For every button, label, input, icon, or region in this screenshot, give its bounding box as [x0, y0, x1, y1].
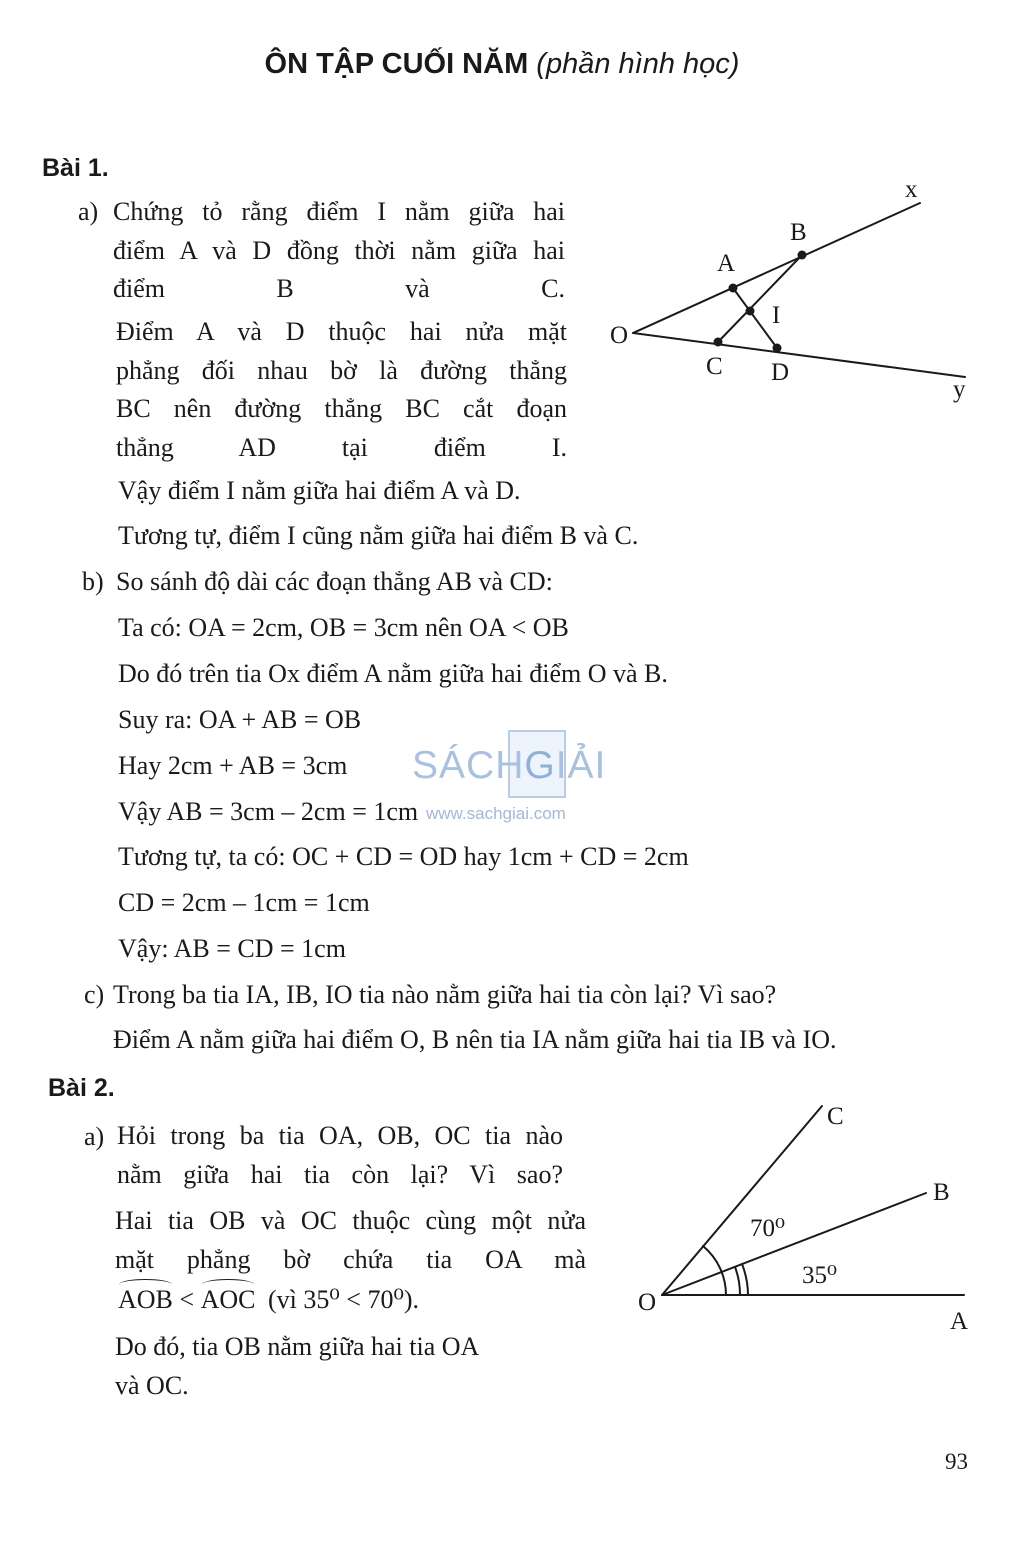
label-o: O [638, 1289, 657, 1316]
angle-aoc: AOC [200, 1285, 256, 1314]
bai1-a-question-line: điểm A và D đồng thời nằm giữa hai [113, 235, 565, 265]
bai2-a-answer-line: mặt phẳng bờ chứa tia OA mà [115, 1244, 586, 1274]
bai1-a-answer-line: thẳng AD tại điểm I. [116, 432, 567, 462]
bai1-a-question-line: Chứng tỏ rằng điểm I nằm giữa hai [113, 197, 565, 226]
bai1-b-line: Vậy: AB = CD = 1cm [118, 934, 346, 963]
point-a [729, 284, 738, 293]
label-x: x [905, 176, 918, 203]
bai2-a-answer-line: Hai tia OB và OC thuộc cùng một nửa [115, 1206, 586, 1235]
bai1-a-conclusion: Vậy điểm I nằm giữa hai điểm A và D. [118, 476, 521, 505]
bai1-a-question-line: điểm B và C. [113, 274, 565, 303]
bai2-a-answer [115, 1202, 586, 1279]
label-c: C [827, 1103, 844, 1130]
bai1-b-line: CD = 2cm – 1cm = 1cm [118, 888, 370, 917]
label-i: I [772, 302, 781, 329]
bai1-figure [600, 170, 1000, 410]
ray-oy [633, 333, 965, 377]
bai1-b-line: Do đó trên tia Ox điểm A nằm giữa hai điểm O và B. [118, 659, 668, 688]
watermark-brand [412, 744, 606, 788]
segment-ad [733, 288, 777, 348]
arc-35-inner [735, 1267, 740, 1295]
ray-ob [662, 1193, 926, 1295]
label-angle-70: 70⁰ [750, 1215, 786, 1242]
page-title [0, 48, 1004, 81]
point-d [773, 344, 782, 353]
label-b: B [790, 219, 807, 246]
bai2-a-question-line: nằm giữa hai tia còn lại? Vì sao? [117, 1159, 563, 1189]
label-a: A [950, 1308, 969, 1335]
bai1-a-answer [116, 313, 567, 467]
bai1-b-label: b) [82, 567, 104, 596]
bai1-c-question: Trong ba tia IA, IB, IO tia nào nằm giữa hai tia còn lại? Vì sao? [113, 980, 777, 1009]
bai1-b-line: Vậy AB = 3cm – 2cm = 1cm [118, 797, 419, 826]
bai1-a-question [113, 193, 565, 309]
title-sub: (phần hình học) [536, 48, 740, 80]
bai1-heading: Bài 1. [42, 154, 109, 182]
watermark-brand-g: G [524, 744, 556, 787]
bai2-reason: (vì 35⁰ < 70⁰). [267, 1285, 420, 1314]
watermark [410, 730, 620, 825]
bai1-c-answer: Điểm A nằm giữa hai điểm O, B nên tia IA nằm giữa hai tia IB và IO. [113, 1025, 837, 1054]
point-i [746, 307, 755, 316]
bai1-b-line: Ta có: OA = 2cm, OB = 3cm nên OA < OB [118, 613, 569, 642]
watermark-brand-a: SÁCH [412, 744, 525, 787]
bai2-a-question [117, 1117, 563, 1194]
bai1-b-line: Hay 2cm + AB = 3cm [118, 751, 348, 780]
angle-aob: AOB [118, 1285, 173, 1314]
bai2-a-question-line: Hỏi trong ba tia OA, OB, OC tia nào [117, 1121, 563, 1150]
point-c [714, 338, 723, 347]
label-d: D [771, 359, 790, 386]
page-number: 93 [945, 1449, 968, 1474]
bai1-a-answer-line: BC nên đường thẳng BC cắt đoạn [116, 394, 567, 423]
bai1-a-label: a) [78, 197, 99, 226]
title-main: ÔN TẬP CUỐI NĂM [264, 48, 529, 80]
bai1-a-answer-line: Điểm A và D thuộc hai nửa mặt [116, 317, 567, 346]
label-angle-35: 35⁰ [802, 1262, 838, 1289]
arc-35-outer [742, 1264, 748, 1295]
watermark-url: www.sachgiai.com [426, 804, 566, 823]
bai1-c-label: c) [84, 980, 105, 1009]
arc-70 [703, 1246, 726, 1295]
bai1-b-line: Tương tự, ta có: OC + CD = OD hay 1cm + CD = 2cm [118, 842, 689, 871]
bai1-a-answer-line: phẳng đối nhau bờ là đường thẳng [116, 355, 567, 385]
bai2-figure [630, 1090, 1000, 1340]
label-a: A [717, 250, 736, 277]
bai1-b-question: So sánh độ dài các đoạn thẳng AB và CD: [116, 567, 553, 596]
bai2-heading: Bài 2. [48, 1074, 115, 1102]
bai1-b-line: Suy ra: OA + AB = OB [118, 705, 362, 734]
label-b: B [933, 1179, 950, 1206]
label-o: O [610, 322, 629, 349]
less-than: < [179, 1285, 195, 1314]
bai1-a-similar: Tương tự, điểm I cũng nằm giữa hai điểm B và C. [118, 521, 639, 550]
label-c: C [706, 353, 723, 380]
point-b [798, 251, 807, 260]
bai2-conclusion-line: Do đó, tia OB nằm giữa hai tia OA [115, 1332, 480, 1361]
bai2-angle-comparison [118, 1284, 419, 1315]
bai2-conclusion-line: và OC. [115, 1371, 189, 1400]
bai2-a-label: a) [84, 1122, 105, 1151]
watermark-brand-b: IẢI [555, 744, 607, 787]
label-y: y [953, 376, 966, 403]
